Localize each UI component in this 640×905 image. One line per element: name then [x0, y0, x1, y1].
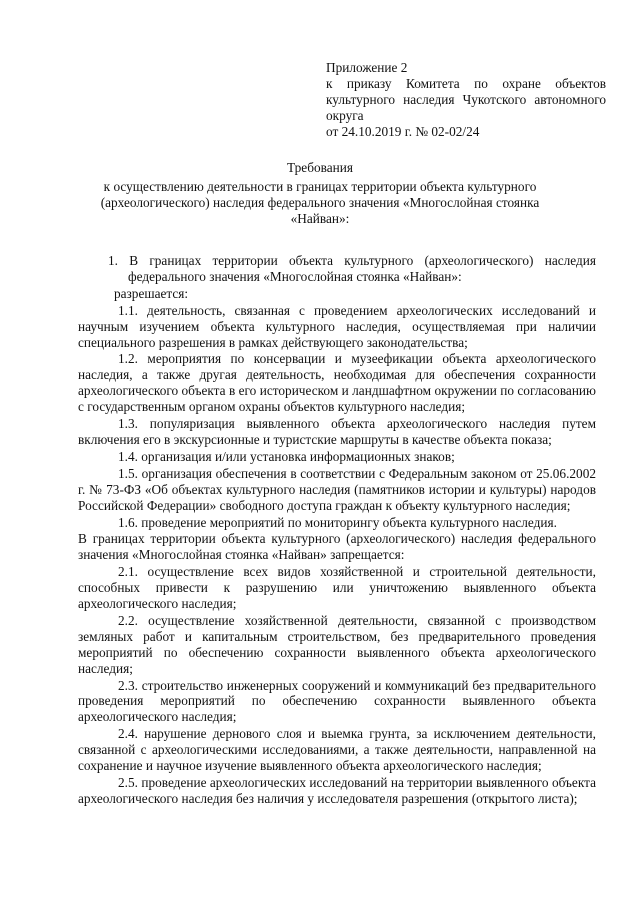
clause-1-6: 1.6. проведение мероприятий по мониторингу объекта культурного наследия.	[118, 514, 557, 530]
appendix-region-line: округа	[326, 107, 364, 123]
clause-1-4: 1.4. организация и/или установка информационных знаков;	[118, 448, 455, 464]
clause-1-3: 1.3. популяризация выявленного объекта археологического наследия путем включения его в экскурсионные и туристские маршруты в качестве объекта показа;	[78, 416, 596, 447]
section-1-heading: 1. В границах территории объекта культурного (археологического) наследия федерального значения «Многослойная стоянка «Найван»:	[108, 253, 596, 284]
document-body	[78, 253, 596, 808]
appendix-date-line: от 24.10.2019 г. № 02-02/24	[326, 123, 480, 139]
clause-1-5: 1.5. организация обеспечения в соответствии с Федеральным законом от 25.06.2002 г. № 73-ФЗ «Об объектах культурного наследия (памятников истории и культуры) народов Российской Федерации» свободного доступа граждан к объекту культурного наследия;	[78, 465, 596, 513]
clause-1-2: 1.2. мероприятия по консервации и музеефикации объекта археологического наследия, а также другая деятельность, необходимая для обеспечения сохранности археологического объекта в его историческом и ландшафтном окружении по согласованию с государственным органом охраны объектов культурного наследия;	[78, 351, 596, 415]
clause-2-2: 2.2. осуществление хозяйственной деятельности, связанной с производством земляных работ и капитальным строительством, без предварительного проведения мероприятий по обеспечению сохранности выявленного объекта археологического наследия;	[78, 612, 596, 676]
section-2-heading: В границах территории объекта культурного (археологического) наследия федерального значения «Многослойная стоянка «Найван» запрещается:	[78, 531, 596, 563]
clause-2-3: 2.3. строительство инженерных сооружений и коммуникаций без предварительного проведения мероприятий по обеспечению сохранности выявленного объекта археологического наследия;	[78, 677, 596, 725]
title-line-3: «Найван»:	[290, 210, 350, 226]
appendix-number: Приложение 2	[326, 60, 408, 75]
title-line-1: к осуществлению деятельности в границах территории объекта культурного	[103, 178, 537, 194]
title-main: Требования	[287, 160, 353, 175]
allowed-label: разрешается:	[114, 285, 189, 301]
appendix-order-line: к приказу Комитета по охране объектов	[326, 75, 606, 91]
title-line-2: (археологического) наследия федерального значения «Многослойная стоянка	[100, 194, 540, 210]
clause-2-1: 2.1. осуществление всех видов хозяйственной и строительной деятельности, способных привести к разрушению или уничтожению выявленного объекта археологического наследия;	[78, 564, 596, 612]
clause-2-4: 2.4. нарушение дернового слоя и выемка грунта, за исключением деятельности, связанной с археологическими исследованиями, а также деятельности, направленной на сохранение и научное изучение выявленного объекта археологического наследия;	[78, 726, 596, 774]
appendix-header	[326, 60, 606, 140]
document-title	[90, 160, 550, 227]
clause-2-5: 2.5. проведение археологических исследований на территории выявленного объекта археологического наследия без наличия у исследователя разрешения (открытого листа);	[78, 775, 596, 806]
appendix-committee-line: культурного наследия Чукотского автономного	[326, 91, 606, 107]
clause-1-1: 1.1. деятельность, связанная с проведением археологических исследований и научным изучением объекта культурного наследия, осуществляемая при наличии специального разрешения в рамках действующего законодательства;	[78, 302, 596, 350]
